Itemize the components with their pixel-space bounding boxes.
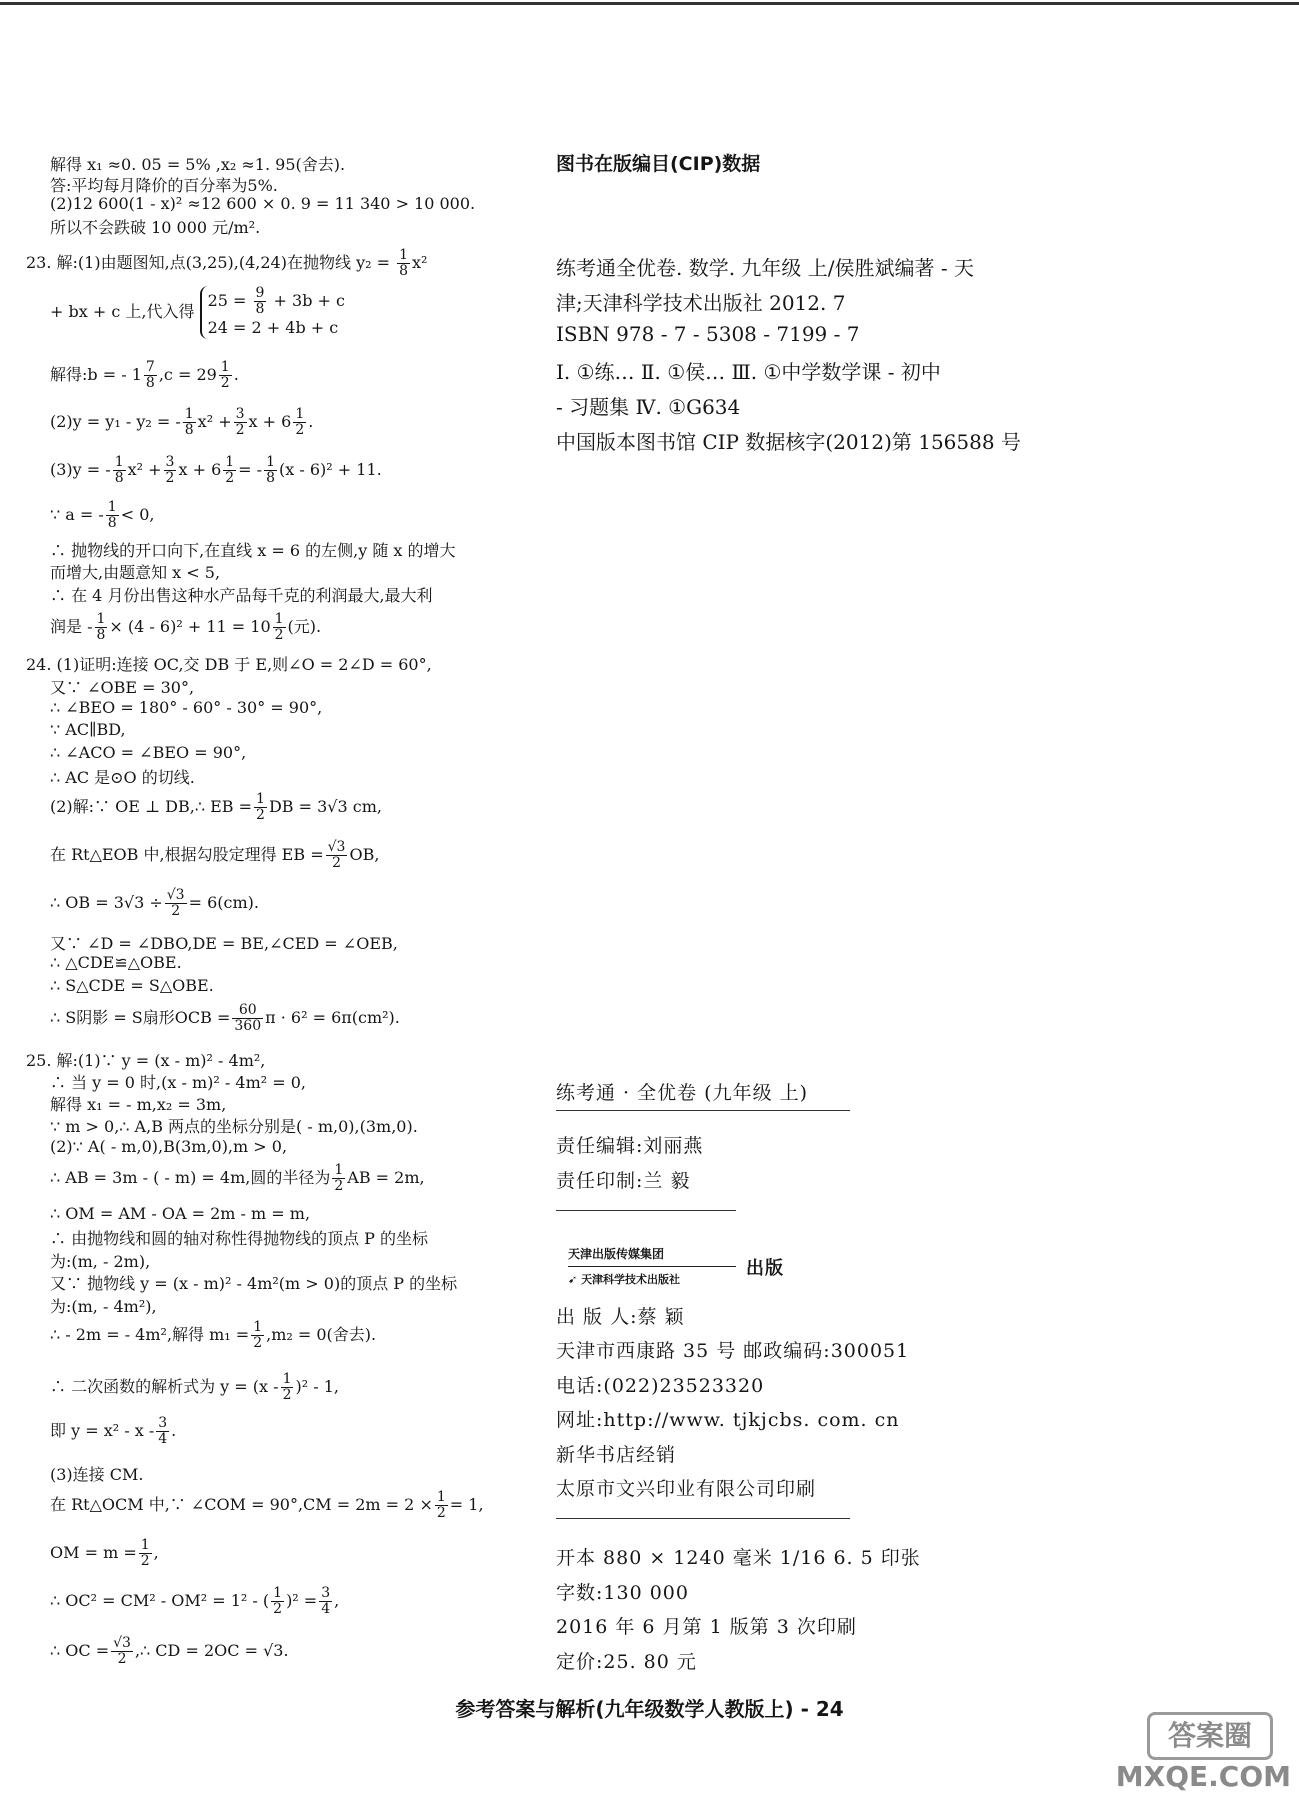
answer-line: 为:(m, - 2m),: [50, 1252, 151, 1271]
editor-credit: 责任编辑:刘丽燕: [556, 1135, 704, 1157]
fraction: $\frac{1}{8}$: [399, 247, 409, 279]
answer-line: ∴ OB = 3√3 ÷ $\frac{√3}{2}$ = 6(cm).: [50, 887, 259, 919]
answer-line: ∴ 由抛物线和圆的轴对称性得抛物线的顶点 P 的坐标: [50, 1229, 429, 1248]
answer-line: 25. 解:(1)∵ y = (x - m)² - 4m²,: [26, 1051, 266, 1070]
text: 23. 解:(1)由题图知,点(3,25),(4,24)在抛物线 y₂ =: [26, 253, 391, 272]
answer-line: 即 y = x² - x - $\frac{3}{4}$ .: [50, 1415, 177, 1447]
divider: [556, 1518, 850, 1519]
address: 天津市西康路 35 号 邮政编码:300051: [556, 1340, 910, 1362]
press-swoosh-icon: ➹: [568, 1273, 578, 1286]
cip-line: ISBN 978 - 7 - 5308 - 7199 - 7: [556, 322, 860, 346]
answer-line: [26, 248, 427, 279]
answer-line: [50, 286, 345, 339]
edition: 2016 年 6 月第 1 版第 3 次印刷: [556, 1616, 857, 1638]
word-count: 字数:130 000: [556, 1582, 689, 1604]
publish-label: 出版: [746, 1258, 784, 1279]
answer-line: ∴ S△CDE = S△OBE.: [50, 976, 214, 995]
answer-line: 解得 x₁ = - m,x₂ = 3m,: [50, 1095, 227, 1114]
answer-line: ∴ 抛物线的开口向下,在直线 x = 6 的左侧,y 随 x 的增大: [50, 541, 456, 560]
answer-line: ∵ m > 0,∴ A,B 两点的坐标分别是( - m,0),(3m,0).: [50, 1117, 418, 1136]
answer-line: ∴ ∠ACO = ∠BEO = 90°,: [50, 743, 247, 762]
publisher-person: 出 版 人:蔡 颖: [556, 1306, 685, 1328]
cip-line: 练考通全优卷. 数学. 九年级 上/侯胜斌编著 - 天: [556, 256, 974, 280]
price: 定价:25. 80 元: [556, 1651, 697, 1673]
answer-line: ∴ △CDE≌△OBE.: [50, 953, 182, 972]
top-border: [0, 2, 1299, 5]
watermark-logo: 答案圈: [1147, 1712, 1273, 1760]
answer-line: 又∵ 抛物线 y = (x - m)² - 4m²(m > 0)的顶点 P 的坐标: [50, 1274, 458, 1293]
answer-line: ∴ AC 是⊙O 的切线.: [50, 768, 195, 787]
answer-line: (2)y = y₁ - y₂ = - $\frac{1}{8}$ x² + $\frac{3}{2}$ x + 6 $\frac{1}{2}$ .: [50, 406, 314, 438]
cip-line: - 习题集 Ⅳ. ①G634: [556, 395, 741, 419]
answer-line: (3)y = - $\frac{1}{8}$ x² + $\frac{3}{2}$ x + 6 $\frac{1}{2}$ = - $\frac{1}{8}$ (x - 6)² + 11.: [50, 454, 382, 486]
cip-line: 津;天津科学技术出版社 2012. 7: [556, 291, 846, 315]
press-name: ➹ 天津科学技术出版社: [568, 1273, 681, 1286]
answer-line: 在 Rt△EOB 中,根据勾股定理得 EB = $\frac{√3}{2}$ OB,: [50, 839, 380, 871]
phone: 电话:(022)23523320: [556, 1375, 765, 1397]
answer-line: ∵ AC∥BD,: [50, 720, 126, 739]
answer-line: 所以不会跌破 10 000 元/m².: [50, 218, 261, 237]
format: 开本 880 × 1240 毫米 1/16 6. 5 印张: [556, 1547, 921, 1569]
answer-line: ∴ 在 4 月份出售这种水产品每千克的利润最大,最大利: [50, 586, 433, 605]
cip-line: 中国版本图书馆 CIP 数据核字(2012)第 156588 号: [556, 430, 1021, 454]
cip-title: 图书在版编目(CIP)数据: [556, 153, 761, 175]
divider: [556, 1110, 850, 1111]
answer-line: ∴ 二次函数的解析式为 y = (x - $\frac{1}{2}$ )² - 1,: [50, 1371, 339, 1403]
group-name: 天津出版传媒集团: [568, 1247, 665, 1261]
answer-line: (3)连接 CM.: [50, 1465, 144, 1484]
website: 网址:http://www. tjkjcbs. com. cn: [556, 1409, 900, 1431]
answer-line: (2)解:∵ OE ⊥ DB,∴ EB = $\frac{1}{2}$ DB = 3√3 cm,: [50, 791, 382, 823]
answer-line: 解得 x₁ ≈0. 05 = 5% ,x₂ ≈1. 95(舍去).: [50, 155, 346, 174]
answer-line: ∴ OC = $\frac{√3}{2}$ ,∴ CD = 2OC = √3.: [50, 1635, 289, 1667]
watermark-url: MXQE.COM: [1115, 1760, 1291, 1793]
book-title: 练考通 · 全优卷 (九年级 上): [556, 1082, 809, 1104]
answer-line: (2)12 600(1 - x)² ≈12 600 × 0. 9 = 11 340 > 10 000.: [50, 194, 476, 213]
answer-line: 在 Rt△OCM 中,∵ ∠COM = 90°,CM = 2m = 2 × $\frac{1}{2}$ = 1,: [50, 1489, 484, 1521]
answer-line: 润是 - $\frac{1}{8}$ × (4 - 6)² + 11 = 10 $\frac{1}{2}$ (元).: [50, 611, 322, 643]
equation-system: 25 = $\frac{9}{8}$ + 3b + c 24 = 2 + 4b + c: [200, 286, 345, 339]
answer-line: 又∵ ∠OBE = 30°,: [50, 678, 195, 697]
answer-line: ∴ 当 y = 0 时,(x - m)² - 4m² = 0,: [50, 1073, 307, 1092]
answer-line: 24. (1)证明:连接 OC,交 DB 于 E,则∠O = 2∠D = 60°,: [26, 655, 432, 674]
answer-line: OM = m = $\frac{1}{2}$ ,: [50, 1537, 159, 1569]
publisher-logo: [568, 1245, 736, 1287]
answer-line: 解得:b = - 1 $\frac{7}{8}$ ,c = 29 $\frac{1}{2}$ .: [50, 359, 239, 391]
answer-line: ∴ - 2m = - 4m²,解得 m₁ = $\frac{1}{2}$ ,m₂ = 0(舍去).: [50, 1319, 377, 1351]
cip-line: Ⅰ. ①练… Ⅱ. ①侯… Ⅲ. ①中学数学课 - 初中: [556, 360, 941, 384]
answer-line: ∴ ∠BEO = 180° - 60° - 30° = 90°,: [50, 698, 323, 717]
answer-line: ∴ AB = 3m - ( - m) = 4m,圆的半径为 $\frac{1}{2}$ AB = 2m,: [50, 1162, 425, 1194]
divider: [556, 1210, 736, 1211]
distributor: 新华书店经销: [556, 1444, 677, 1466]
answer-line: (2)∵ A( - m,0),B(3m,0),m > 0,: [50, 1137, 288, 1156]
answer-line: ∴ OM = AM - OA = 2m - m = m,: [50, 1204, 311, 1223]
text: x²: [412, 253, 428, 272]
answer-line: 而增大,由题意知 x < 5,: [50, 563, 221, 582]
text: + bx + c 上,代入得: [50, 302, 195, 321]
page-footer: 参考答案与解析(九年级数学人教版上) - 24: [455, 1697, 844, 1721]
answer-line: 又∵ ∠D = ∠DBO,DE = BE,∠CED = ∠OEB,: [50, 934, 398, 953]
answer-line: ∴ OC² = CM² - OM² = 1² - ( $\frac{1}{2}$ )² = $\frac{3}{4}$ ,: [50, 1585, 340, 1617]
answer-line: 答:平均每月降价的百分率为5%.: [50, 176, 278, 195]
answer-line: ∴ S阴影 = S扇形OCB = $\frac{60}{360}$ π · 6² = 6π(cm²).: [50, 1002, 400, 1034]
printer-credit: 责任印制:兰 毅: [556, 1170, 691, 1192]
answer-line: 为:(m, - 4m²),: [50, 1297, 157, 1316]
printing-company: 太原市文兴印业有限公司印刷: [556, 1478, 817, 1500]
answer-line: ∵ a = - $\frac{1}{8}$ < 0,: [50, 499, 155, 531]
logo-rule: [568, 1266, 736, 1267]
